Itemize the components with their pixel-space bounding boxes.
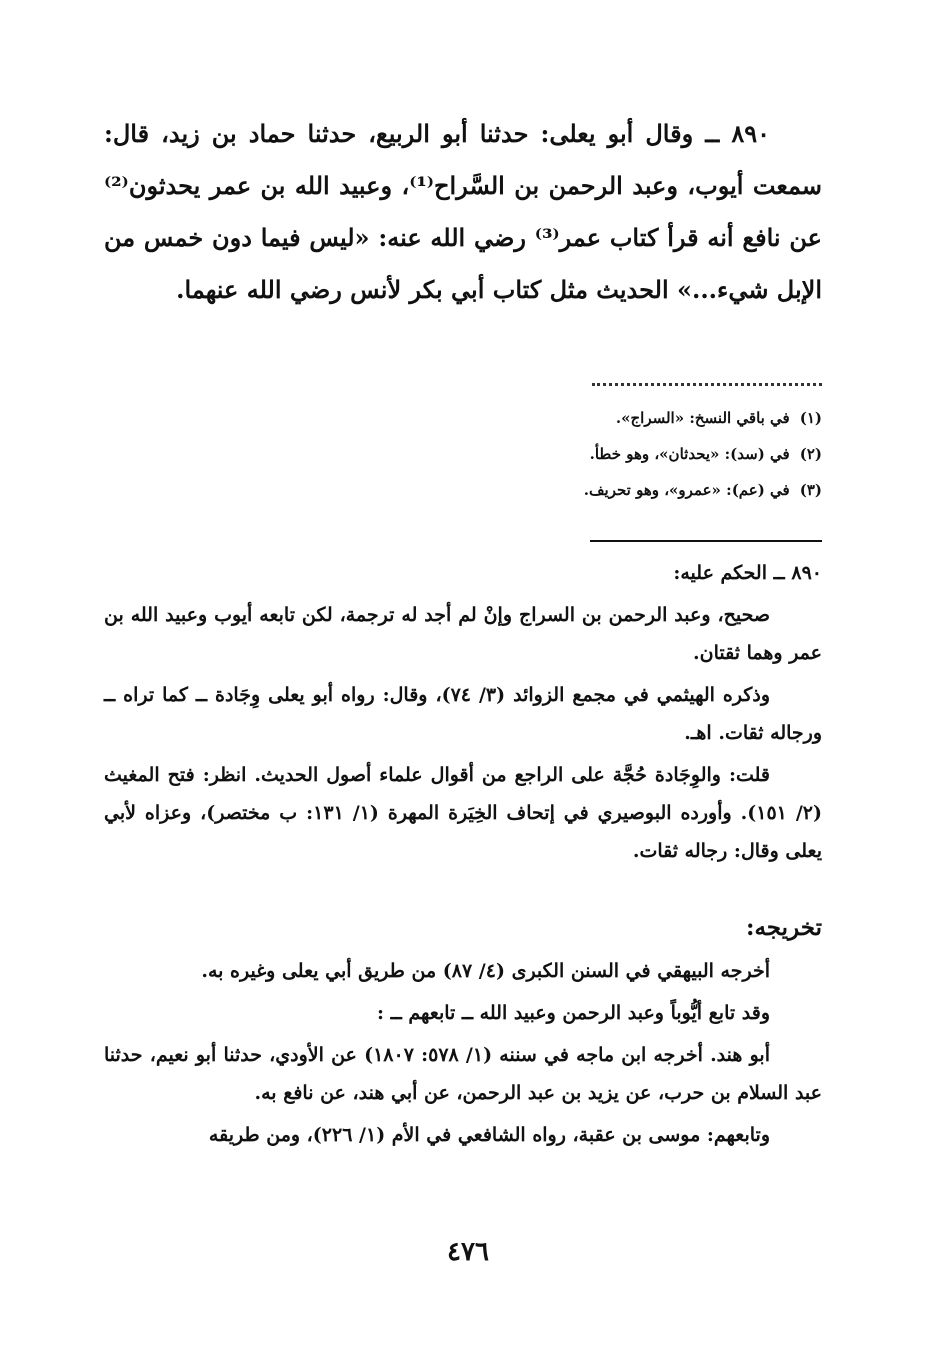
ruling-text-block — [104, 596, 822, 874]
section-divider — [590, 540, 822, 542]
takhrij-heading: تخريجه: — [745, 914, 822, 941]
ruling-paragraph: صحيح، وعبد الرحمن بن السراج وإنْ لم أجد له ترجمة، لكن تابعه أيوب وعبيد الله بن عمر وهما ثقتان. — [104, 604, 822, 664]
ruling-paragraph: قلت: والوِجَادة حُجَّة على الراجع من أقوال علماء أصول الحديث. انظر: فتح المغيث (٢/ ١٥١). وأورده البوصيري في إتحاف الخِيَرة المهرة (١/ ١٣١: ب مختصر)، وعزاه لأبي يعلى وقال: رجاله ثقات. — [104, 764, 822, 862]
hadith-text-block — [104, 108, 822, 316]
takhrij-paragraph: وقد تابع أيُّوباً وعبد الرحمن وعبيد الله ــ تابعهم ــ : — [377, 1002, 770, 1024]
takhrij-paragraph: أبو هند. أخرجه ابن ماجه في سننه (١/ ٥٧٨: ١٨٠٧) عن الأودي، حدثنا أبو نعيم، حدثنا عبد السلام بن حرب، عن يزيد بن عبد الرحمن، عن أبي هند، عن نافع به. — [104, 1044, 822, 1104]
takhrij-paragraph: وتابعهم: موسى بن عقبة، رواه الشافعي في الأم (١/ ٢٢٦)، ومن طريقه — [208, 1124, 770, 1146]
footnote-item — [500, 472, 822, 508]
footnote-number: (٣) — [799, 481, 822, 499]
hadith-paragraph: ٨٩٠ ــ وقال أبو يعلى: حدثنا أبو الربيع، حدثنا حماد بن زيد، قال: سمعت أيوب، وعبد الرحمن بن السَّراح⁽¹⁾، وعبيد الله بن عمر يحدثون⁽²⁾ عن نافع أنه قرأ كتاب عمر⁽³⁾ رضي الله عنه: «ليس فيما دون خمس من الإبل شيء...» الحديث مثل كتاب أبي بكر لأنس رضي الله عنهما. — [104, 119, 822, 304]
footnote-item — [500, 436, 822, 472]
page-number: ٤٧٦ — [447, 1237, 489, 1267]
ruling-paragraph: وذكره الهيثمي في مجمع الزوائد (٣/ ٧٤)، وقال: رواه أبو يعلى وِجَادة ــ كما تراه ــ ورجاله ثقات. اهـ. — [104, 684, 822, 744]
footnote-item — [500, 400, 822, 436]
ruling-heading: ٨٩٠ ــ الحكم عليه: — [673, 562, 822, 584]
takhrij-paragraph: أخرجه البيهقي في السنن الكبرى (٤/ ٨٧) من طريق أبي يعلى وغيره به. — [201, 960, 770, 982]
footnote-text: في باقي النسخ: «السراج». — [615, 409, 790, 427]
footnote-separator-dots — [592, 368, 822, 386]
footnote-number: (١) — [799, 409, 822, 427]
footnote-text: في (سد): «يحدثان»، وهو خطأ. — [589, 445, 790, 463]
footnotes-list — [500, 400, 822, 508]
footnote-text: في (عم): «عمرو»، وهو تحريف. — [583, 481, 790, 499]
footnote-number: (٢) — [799, 445, 822, 463]
takhrij-text-block — [104, 952, 822, 1158]
